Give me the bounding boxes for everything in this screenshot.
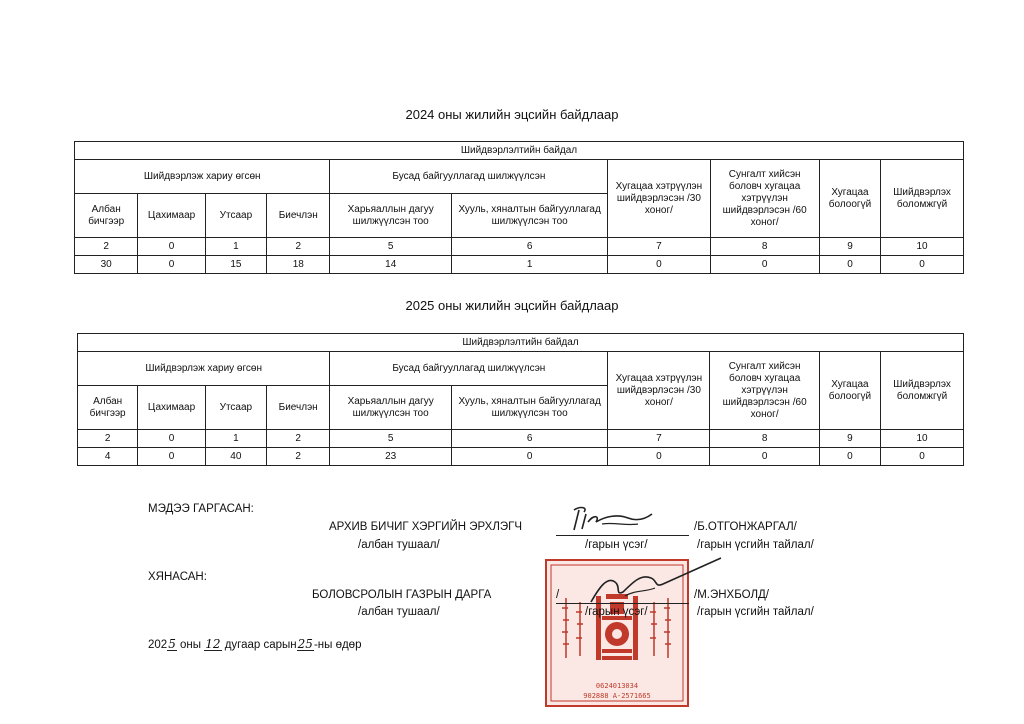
date-month: 12 <box>205 637 221 651</box>
table-cell: 1 <box>205 238 266 256</box>
date-day: 25 <box>297 637 313 651</box>
table-2025-title: 2025 оны жилийн эцсийн байдлаар <box>405 298 619 313</box>
table-cell: 18 <box>267 256 330 274</box>
col-header: Утсаар <box>205 194 266 238</box>
table-row <box>78 430 964 448</box>
table-cell: 8 <box>710 430 819 448</box>
date-year-digit: 5 <box>168 637 176 651</box>
prepared-position: АРХИВ БИЧИГ ХЭРГИЙН ЭРХЛЭГЧ <box>329 521 523 533</box>
table-cell: 23 <box>330 448 452 466</box>
table-cell: 9 <box>819 430 880 448</box>
col-header: Хугацаа болоогүй <box>819 352 880 430</box>
table-cell: 0 <box>451 448 607 466</box>
table-cell: 0 <box>138 430 205 448</box>
col-header: Биечлэн <box>267 194 330 238</box>
signature-image-prepared <box>566 504 656 534</box>
table-cell: 0 <box>881 448 964 466</box>
table-2024 <box>74 141 964 274</box>
table-cell: 2 <box>75 238 138 256</box>
table-cell: 2 <box>267 238 330 256</box>
reviewed-position: БОЛОВСРОЛЫН ГАЗРЫН ДАРГА <box>312 589 492 601</box>
table-cell: 0 <box>608 448 710 466</box>
date-text: -ны өдөр <box>313 639 362 651</box>
table-cell: 0 <box>881 256 964 274</box>
main-header: Шийдвэрлэлтийн байдал <box>78 334 964 352</box>
group-header-transferred: Бусад байгууллагад шилжүүлсэн <box>330 352 608 386</box>
table-cell: 6 <box>451 430 607 448</box>
table-cell: 4 <box>78 448 138 466</box>
group-header-answered: Шийдвэрлэж хариу өгсөн <box>75 160 330 194</box>
table-cell: 2 <box>267 430 330 448</box>
table-cell: 8 <box>710 238 819 256</box>
table-cell: 5 <box>330 238 452 256</box>
table-row <box>78 448 964 466</box>
col-header: Сунгалт хийсэн боловч хугацаа хэтрүүлэн шийдвэрлэсэн /60 хоног/ <box>710 160 819 238</box>
date-text: оны <box>176 639 205 651</box>
table-cell: 40 <box>205 448 266 466</box>
table-cell: 0 <box>138 448 205 466</box>
table-cell: 6 <box>452 238 608 256</box>
reviewed-name-prefix: / <box>556 589 560 601</box>
table-cell: 0 <box>819 256 880 274</box>
col-header: Утсаар <box>205 386 266 430</box>
table-cell: 1 <box>205 430 266 448</box>
table-row <box>75 238 964 256</box>
table-2024-title: 2024 оны жилийн эцсийн байдлаар <box>405 107 619 122</box>
prepared-label: МЭДЭЭ ГАРГАСАН: <box>148 503 254 515</box>
table-cell: 9 <box>819 238 880 256</box>
table-row <box>75 256 964 274</box>
group-header-transferred: Бусад байгууллагад шилжүүлсэн <box>330 160 608 194</box>
table-cell: 15 <box>205 256 266 274</box>
table-cell: 10 <box>881 238 964 256</box>
col-header: Харьяаллын дагуу шилжүүлсэн тоо <box>330 386 452 430</box>
table-cell: 7 <box>608 430 710 448</box>
col-header: Харьяаллын дагуу шилжүүлсэн тоо <box>330 194 452 238</box>
col-header: Хугацаа болоогүй <box>819 160 880 238</box>
table-cell: 0 <box>819 448 880 466</box>
table-cell: 1 <box>452 256 608 274</box>
col-header: Цахимаар <box>138 386 205 430</box>
col-header: Хууль, хяналтын байгууллагад шилжүүлсэн тоо <box>451 386 607 430</box>
signature-line <box>556 535 689 536</box>
date-prefix: 202 <box>148 639 168 651</box>
prepared-name: /Б.ОТГОНЖАРГАЛ/ <box>694 521 797 533</box>
table-cell: 14 <box>330 256 452 274</box>
stamp-number-top: 0624013034 <box>595 682 639 690</box>
table-cell: 0 <box>710 448 819 466</box>
col-header: Хугацаа хэтрүүлэн шийдвэрлэсэн /30 хоног/ <box>608 160 710 238</box>
col-header: Шийдвэрлэх боломжгүй <box>881 352 964 430</box>
reviewed-label: ХЯНАСАН: <box>148 571 207 583</box>
col-header: Хугацаа хэтрүүлэн шийдвэрлэсэн /30 хоног/ <box>608 352 710 430</box>
caption-name: /гарын үсгийн тайлал/ <box>697 539 814 551</box>
table-cell: 0 <box>138 238 205 256</box>
date-line <box>148 638 361 651</box>
stamp-number-bottom: 902888 А-2571665 <box>583 692 651 700</box>
caption-position: /албан тушаал/ <box>358 539 440 551</box>
col-header: Албан бичгээр <box>78 386 138 430</box>
caption-signature: /гарын үсэг/ <box>585 539 648 551</box>
table-2025 <box>77 333 964 466</box>
table-cell: 10 <box>881 430 964 448</box>
main-header: Шийдвэрлэлтийн байдал <box>75 142 964 160</box>
table-cell: 2 <box>78 430 138 448</box>
signature-image-reviewed <box>585 552 725 612</box>
table-cell: 5 <box>330 430 452 448</box>
reviewed-name: /М.ЭНХБОЛД/ <box>694 589 769 601</box>
col-header: Сунгалт хийсэн боловч хугацаа хэтрүүлэн шийдвэрлэсэн /60 хоног/ <box>710 352 819 430</box>
date-text: дугаар сарын <box>221 639 297 651</box>
caption-position: /албан тушаал/ <box>358 606 440 618</box>
col-header: Албан бичгээр <box>75 194 138 238</box>
table-cell: 0 <box>138 256 205 274</box>
table-cell: 0 <box>608 256 710 274</box>
table-cell: 7 <box>608 238 710 256</box>
table-cell: 2 <box>267 448 330 466</box>
table-cell: 30 <box>75 256 138 274</box>
col-header: Шийдвэрлэх боломжгүй <box>881 160 964 238</box>
caption-signature: /гарын үсэг/ <box>585 606 648 618</box>
col-header: Цахимаар <box>138 194 205 238</box>
table-cell: 0 <box>710 256 819 274</box>
col-header: Хууль, хяналтын байгууллагад шилжүүлсэн тоо <box>452 194 608 238</box>
caption-name: /гарын үсгийн тайлал/ <box>697 606 814 618</box>
group-header-answered: Шийдвэрлэж хариу өгсөн <box>78 352 330 386</box>
col-header: Биечлэн <box>267 386 330 430</box>
